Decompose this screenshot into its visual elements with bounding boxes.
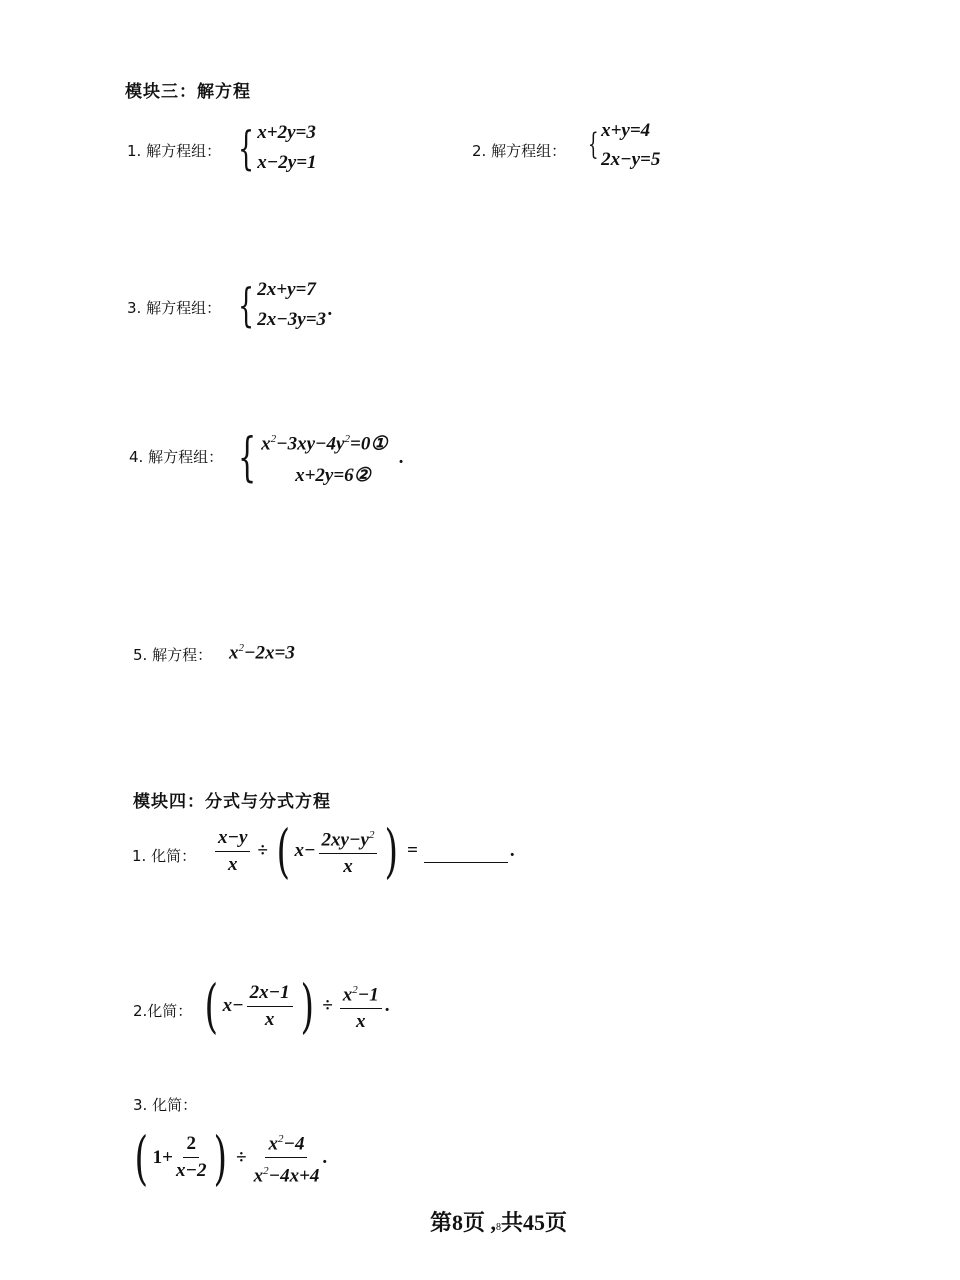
m4-q3-frac1: $\frac{2}{x-2}$: [175, 1133, 207, 1182]
left-paren-icon: (: [204, 972, 219, 1040]
m3-q3-label: 3. 解方程组：: [127, 299, 222, 317]
m3-q2-system: [588, 116, 660, 174]
m3-q4-system: [238, 423, 404, 492]
page-footer: 第8页 ,8共45页: [430, 1210, 568, 1235]
m3-q2-eq1: x+y=4: [601, 120, 651, 141]
m3-q1-eq2: x−2y=1: [257, 152, 317, 173]
m3-q2-eq2: 2x−y=5: [601, 149, 661, 170]
m3-q1-eq1: x+2y=3: [257, 122, 316, 143]
right-paren-icon: ): [384, 817, 399, 885]
brace-icon: {: [238, 427, 257, 488]
m3-q5-equation: $x^2-2x=3$: [229, 642, 295, 664]
m3-q3-system: [238, 275, 333, 335]
m3-q1-label: 1. 解方程组：: [127, 142, 222, 160]
m3-q4-label: 4. 解方程组：: [129, 448, 224, 466]
m4-q1-frac2: $\frac{2xy-y^2}{x}$: [319, 824, 378, 878]
module3-title: 模块三：解方程: [125, 82, 251, 102]
m3-q5-label: 5. 解方程：: [133, 646, 213, 664]
brace-icon: {: [238, 121, 255, 175]
m4-q1-frac1: $\frac{x-y}{x}$: [215, 827, 250, 876]
m3-q4-eq1: $x^2-3xy-4y^2=0①$: [261, 433, 388, 455]
right-paren-icon: ): [214, 1123, 228, 1192]
m3-q4-eq2: x+2y=6②: [295, 465, 371, 487]
m4-q2-expression: ( x− $\frac{2x-1}{x}$ ) ÷ $\frac{x^2-1}{x}$ .: [204, 972, 390, 1040]
m3-q3-eq1: 2x+y=7: [257, 279, 316, 300]
m4-q2-frac1: $\frac{2x-1}{x}$: [247, 982, 293, 1031]
m3-q2-label: 2. 解方程组：: [472, 142, 567, 160]
m4-q2-frac2: $\frac{x^2-1}{x}$: [340, 979, 382, 1033]
m4-q1-expression: $\frac{x-y}{x}$ ÷ ( x− $\frac{2xy-y^2}{x}$ ) = .: [212, 822, 515, 880]
m3-q3-eq2: 2x−3y=3: [257, 309, 327, 330]
right-paren-icon: ): [300, 972, 314, 1040]
m4-q3-frac2: $\frac{x^2-4}{x^2-4x+4}$: [254, 1128, 320, 1188]
brace-icon: {: [238, 278, 255, 332]
module4-title: 模块四：分式与分式方程: [133, 792, 331, 812]
m4-q2-label: 2.化简：: [133, 1002, 193, 1020]
m4-q3-label: 3. 化简：: [133, 1096, 198, 1114]
m4-q3-expression: ( 1+ $\frac{2}{x-2}$ ) ÷ $\frac{x^2-4}{x^2-4x+4}$ .: [134, 1123, 328, 1192]
brace-icon: {: [588, 127, 599, 162]
answer-blank: [424, 840, 508, 863]
m3-q4-period: .: [399, 446, 405, 468]
m3-q3-period: .: [328, 299, 333, 320]
left-paren-icon: (: [276, 817, 291, 885]
m4-q1-label: 1. 化简：: [132, 847, 197, 865]
m3-q1-system: [238, 118, 317, 178]
left-paren-icon: (: [134, 1123, 149, 1192]
